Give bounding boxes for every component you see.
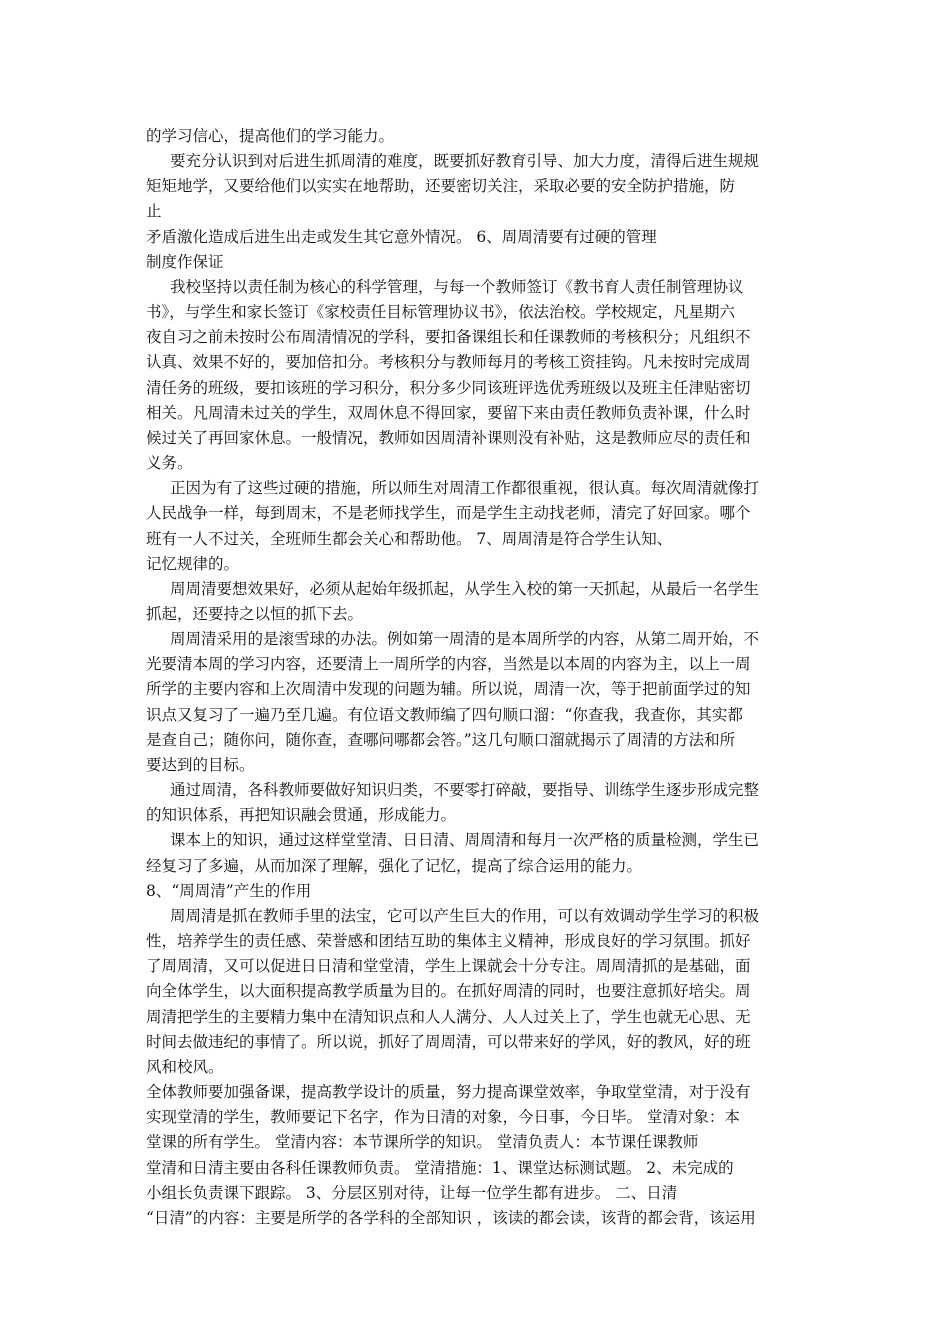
text-line: 堂清和日清主要由各科任课教师负责。 堂清措施：1、课堂达标测试题。 2、未完成的 — [146, 1159, 734, 1177]
text-line: 实现堂清的学生，教师要记下名字，作为日清的对象，今日事，今日毕。 堂清对象：本 — [146, 1108, 740, 1126]
text-line: 堂课的所有学生。 堂清内容：本节课所学的知识。 堂清负责人：本节课任课教师 — [146, 1133, 699, 1151]
text-line: 矩矩地学，又要给他们以实实在地帮助，还要密切关注，采取必要的安全防护措施，防 — [146, 177, 736, 195]
text-line: 夜自习之前未按时公布周清情况的学科，要扣备课组长和任课教师的考核积分；凡组织不 — [146, 328, 751, 346]
text-line: 课本上的知识，通过这样堂堂清、日日清、周周清和每月一次严格的质量检测，学生已 — [170, 831, 760, 849]
text-line: 时间去做违纪的事情了。所以说，抓好了周周清，可以带来好的学风，好的教风，好的班 — [146, 1033, 751, 1051]
text-line: 的学习信心，提高他们的学习能力。 — [146, 127, 395, 145]
text-line: 人民战争一样，每到周末，不是老师找学生，而是学生主动找老师，清完了好回家。哪个 — [146, 504, 751, 522]
text-line: 周周清采用的是滚雪球的办法。例如第一周清的是本周所学的内容，从第二周开始，不 — [170, 630, 760, 648]
text-line: 班有一人不过关，全班师生都会关心和帮助他。 7、周周清是符合学生认知、 — [146, 530, 673, 548]
text-line: 抓起，还要持之以恒的抓下去。 — [146, 605, 364, 623]
text-line: 了周周清，又可以促进日日清和堂堂清，学生上课就会十分专注。周周清抓的是基础，面 — [146, 957, 751, 975]
text-line: 义务。 — [146, 454, 193, 472]
text-line: 止 — [146, 202, 162, 220]
text-line: 正因为有了这些过硬的措施，所以师生对周清工作都很重视，很认真。每次周清就像打 — [170, 479, 760, 497]
text-line: 相关。凡周清未过关的学生，双周休息不得回家，要留下来由责任教师负责补课，什么时 — [146, 404, 751, 422]
text-line: 我校坚持以责任制为核心的科学管理，与每一个教师签订《教书育人责任制管理协议 — [170, 278, 744, 296]
text-line: 所学的主要内容和上次周清中发现的问题为辅。所以说，周清一次，等于把前面学过的知 — [146, 680, 751, 698]
text-line: 周周清是抓在教师手里的法宝，它可以产生巨大的作用，可以有效调动学生学习的积极 — [170, 907, 760, 925]
text-line: 候过关了再回家休息。一般情况，教师如因周清补课则没有补贴，这是教师应尽的责任和 — [146, 429, 751, 447]
text-line: 要充分认识到对后进生抓周清的难度，既要抓好教育引导、加大力度，清得后进生规规 — [170, 152, 760, 170]
section-heading: 记忆规律的。 — [146, 555, 240, 573]
text-line: 通过周清，各科教师要做好知识归类，不要零打碎敲，要指导、训练学生逐步形成完整 — [170, 781, 760, 799]
text-line: 是查自己；随你问，随你查，查哪问哪都会答。”这几句顺口溜就揭示了周清的方法和所 — [146, 731, 736, 749]
text-line: 向全体学生，以大面积提高教学质量为目的。在抓好周清的同时，也要注意抓好培尖。周 — [146, 982, 751, 1000]
text-line: 矛盾激化造成后进生出走或发生其它意外情况。 6、周周清要有过硬的管理 — [146, 228, 657, 246]
text-line: 光要清本周的学习内容，还要清上一周所学的内容，当然是以本周的内容为主，以上一周 — [146, 655, 751, 673]
section-heading: 8、“周周清”产生的作用 — [146, 882, 312, 900]
section-heading: 制度作保证 — [146, 253, 224, 271]
text-line: 小组长负责课下跟踪。 3、分层区别对待，让每一位学生都有进步。 二、日清 — [146, 1184, 678, 1202]
text-line: 的知识体系，再把知识融会贯通，形成能力。 — [146, 806, 457, 824]
text-line: 要达到的目标。 — [146, 756, 255, 774]
text-line: “日清”的内容：主要是所学的各学科的全部知识 ，该读的都会读，该背的都会背，该运用 — [146, 1209, 756, 1227]
text-line: 全体教师要加强备课，提高教学设计的质量，努力提高课堂效率，争取堂堂清，对于没有 — [146, 1083, 751, 1101]
text-line: 清任务的班级，要扣该班的学习积分，积分多少同该班评选优秀班级以及班主任津贴密切 — [146, 379, 751, 397]
text-line: 书》，与学生和家长签订《家校责任目标管理协议书》，依法治校。学校规定，凡星期六 — [146, 303, 736, 321]
text-line: 性，培养学生的责任感、荣誉感和团结互助的集体主义精神，形成良好的学习氛围。抓好 — [146, 932, 751, 950]
text-line: 经复习了多遍，从而加深了理解，强化了记忆，提高了综合运用的能力。 — [146, 857, 643, 875]
text-line: 认真、效果不好的，要加倍扣分。考核积分与教师每月的考核工资挂钩。凡未按时完成周 — [146, 353, 751, 371]
text-line: 周清把学生的主要精力集中在清知识点和人人满分、人人过关上了，学生也就无心思、无 — [146, 1008, 751, 1026]
text-line: 风和校风。 — [146, 1058, 224, 1076]
text-line: 周周清要想效果好，必须从起始年级抓起，从学生入校的第一天抓起，从最后一名学生 — [170, 580, 760, 598]
text-line: 识点又复习了一遍乃至几遍。有位语文教师编了四句顺口溜：“你查我，我查你，其实都 — [146, 706, 743, 724]
